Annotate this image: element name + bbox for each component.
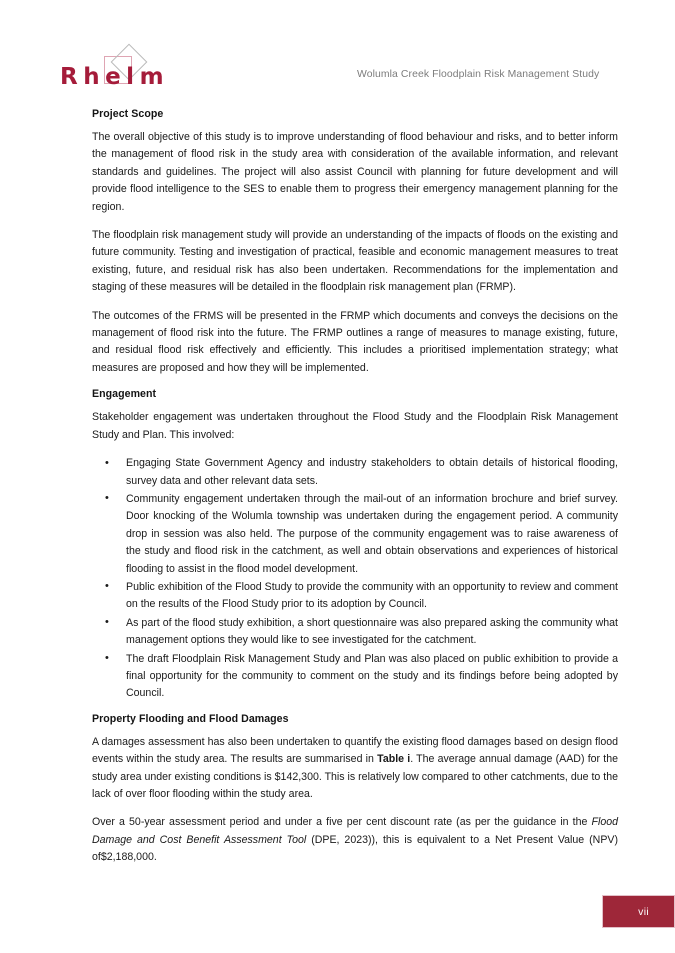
list-item: • Community engagement undertaken through the mail-out of an information brochure and brief survey. Door knocking of the Wolumla township was undertaken during the engagement period. A community drop in session was also held. The purpose of the community engagement was to raise awareness of the study and flood risk in the catchment, as well and obtain observations and experiences of historical flooding to assist in the flood model development. xyxy=(92,491,618,578)
paragraph-scope-2: The floodplain risk management study will provide an understanding of the impacts of floods on the existing and future community. Testing and investigation of practical, feasible and economic management measures to treat existing, future, and residual risk has also been undertaken. Recommendations for the implementation and staging of these measures will be detailed in the floodplain risk management plan (FRMP). xyxy=(92,229,618,294)
paragraph-scope-1: The overall objective of this study is to improve understanding of flood behaviour and risks, and to better inform the management of flood risk in the study area with consideration of the available information, and relevant standards and guidelines. The project will also assist Council with planning for future development and will provide flood intelligence to the SES to enable them to progress their emergency management planning for the region. xyxy=(92,131,618,213)
page-header xyxy=(0,26,675,88)
document-body xyxy=(92,108,618,867)
list-item: • The draft Floodplain Risk Management Study and Plan was also placed on public exhibition to provide a final opportunity for the community to comment on the study and its findings before being adopted by Council. xyxy=(92,651,618,703)
tool-title-citation: Flood Damage and Cost Benefit Assessment Tool xyxy=(92,816,618,846)
list-item: • As part of the flood study exhibition, a short questionnaire was also prepared asking the community what management options they would like to see investigated for the catchment. xyxy=(92,615,618,650)
paragraph-engagement-intro: Stakeholder engagement was undertaken throughout the Flood Study and the Floodplain Risk Management Study and Plan. This involved: xyxy=(92,411,618,441)
heading-project-scope: Project Scope xyxy=(92,108,164,120)
page-number: vii xyxy=(638,905,649,918)
paragraph-damages-assessment xyxy=(92,734,618,804)
paragraph-scope-3: The outcomes of the FRMS will be presented in the FRMP which documents and conveys the decisions on the management of flood risk into the future. The FRMP outlines a range of measures to manage existing, future, and residual flood risk effectively and efficiently. This includes a prioritised implementation strategy; what measures are proposed and how they will be implemented. xyxy=(92,309,618,374)
heading-engagement: Engagement xyxy=(92,388,157,401)
list-item: • Public exhibition of the Flood Study to provide the community with an opportunity to review and comment on the results of the Flood Study prior to its adoption by Council. xyxy=(92,579,618,614)
list-item: • Engaging State Government Agency and industry stakeholders to obtain details of historical flooding, survey data and other relevant data sets. xyxy=(92,455,618,490)
logo-wordmark: Rhelm xyxy=(60,64,170,90)
paragraph-npv xyxy=(92,814,618,866)
heading-property-flooding: Property Flooding and Flood Damages xyxy=(92,712,289,725)
damages-text-part1: A damages assessment has also been undertaken to quantify the existing flood damages based on design flood events within the study area. The results are summarised in xyxy=(92,735,618,766)
header-document-title: Wolumla Creek Floodplain Risk Management Study xyxy=(357,69,600,80)
footer-page-number-box xyxy=(602,895,675,928)
engagement-bullet-list xyxy=(92,455,618,703)
rhelm-logo xyxy=(60,48,200,94)
npv-text-part1: Over a 50-year assessment period and under a five per cent discount rate (as per the guidance in the xyxy=(92,816,592,829)
table-reference: Table i xyxy=(377,753,411,766)
damages-text-part2: . The average annual damage (AAD) for the study area under existing conditions is $142,300. This is relatively low compared to other catchments, due to the lack of over floor flooding within the study area. xyxy=(92,753,618,800)
npv-text-part2: (DPE, 2023)), this is equivalent to a Net Present Value (NPV) of$2,188,000. xyxy=(92,833,618,864)
